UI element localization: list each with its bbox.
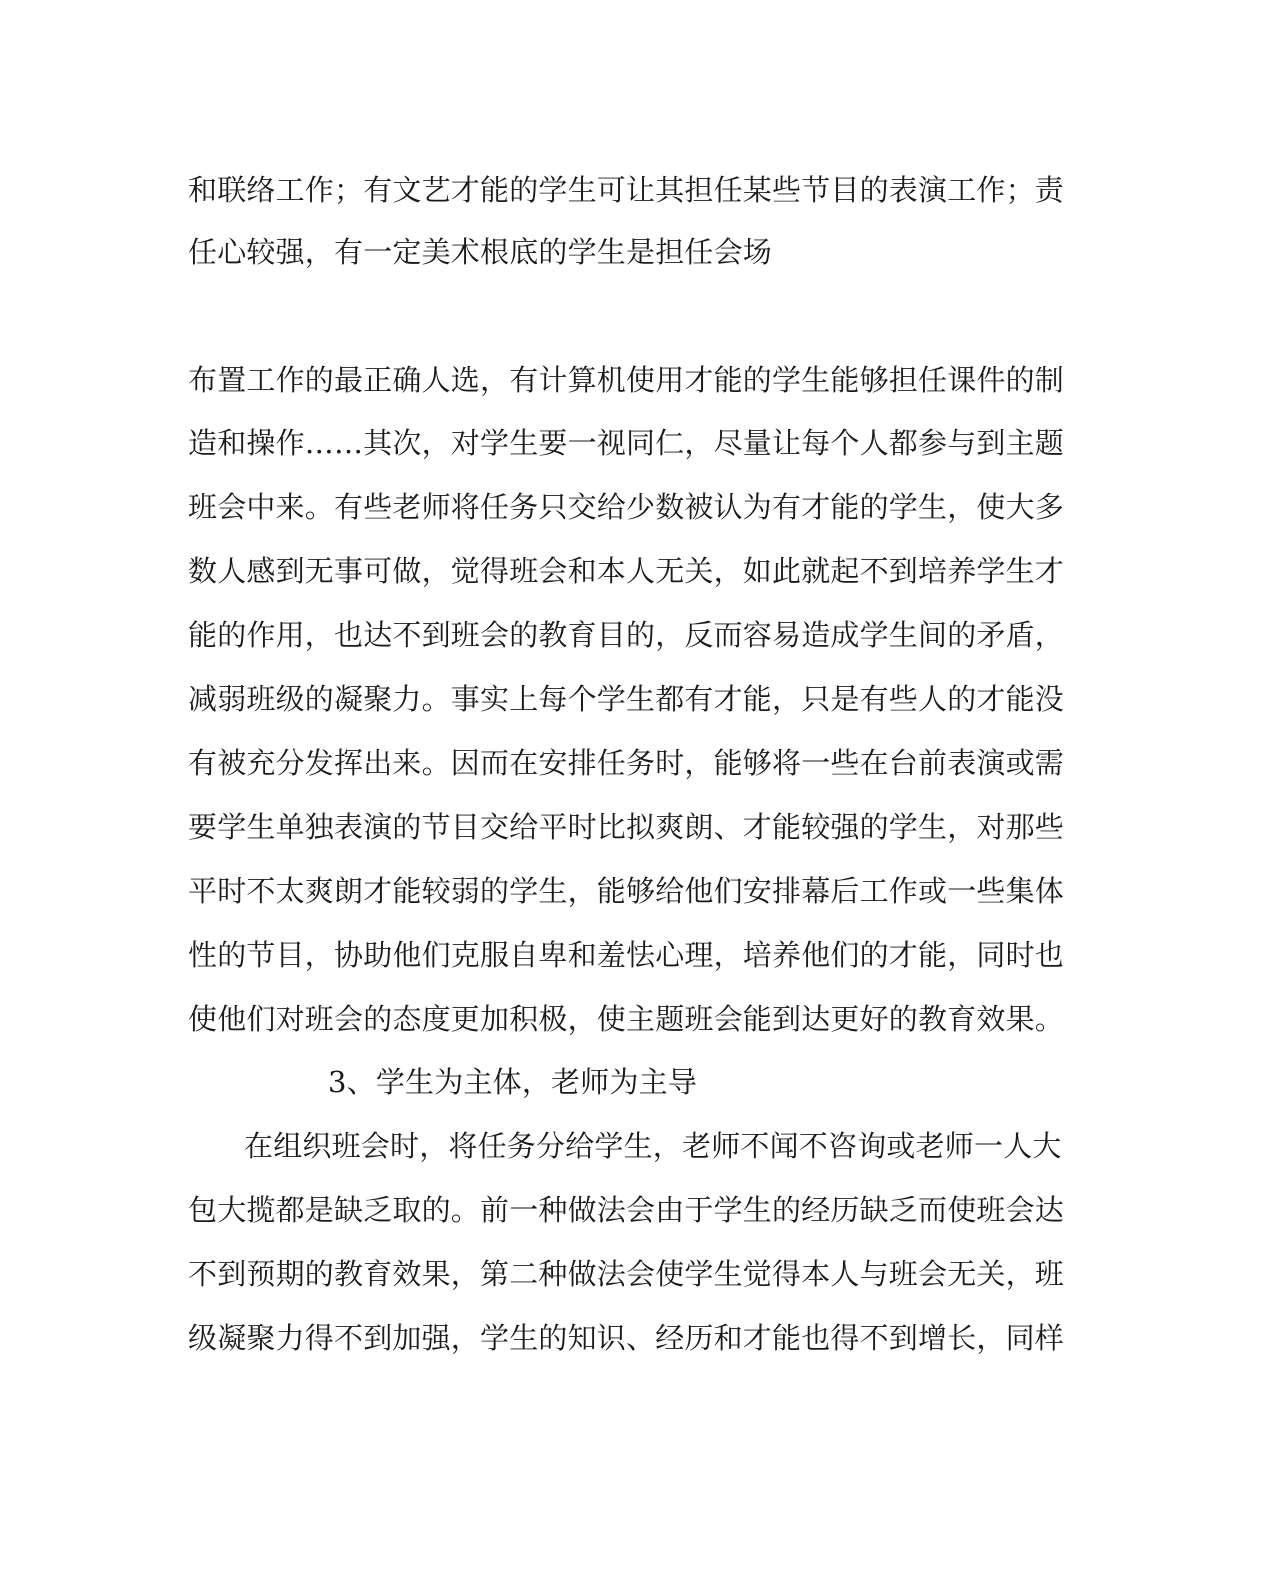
text-line: 有被充分发挥出来。因而在安排任务时，能够将一些在台前表演或需 [188, 746, 1065, 780]
text-line: 和联络工作；有文艺才能的学生可让其担任某些节目的表演工作；责 [188, 173, 1065, 207]
text-line: 能的作用，也达不到班会的教育目的，反而容易造成学生间的矛盾， [188, 618, 1065, 652]
text-line: 不到预期的教育效果，第二种做法会使学生觉得本人与班会无关，班 [188, 1257, 1065, 1291]
section-heading: 3、学生为主体，老师为主导 [328, 1065, 698, 1099]
text-line: 在组织班会时，将任务分给学生，老师不闻不咨询或老师一人大 [244, 1129, 1062, 1163]
text-line: 使他们对班会的态度更加积极，使主题班会能到达更好的教育效果。 [188, 1002, 1065, 1036]
text-line: 布置工作的最正确人选，有计算机使用才能的学生能够担任课件的制 [188, 363, 1065, 397]
text-line: 班会中来。有些老师将任务只交给少数被认为有才能的学生，使大多 [188, 490, 1065, 524]
text-line: 任心较强，有一定美术根底的学生是担任会场 [188, 235, 773, 269]
text-line: 要学生单独表演的节目交给平时比拟爽朗、才能较强的学生，对那些 [188, 810, 1065, 844]
text-line: 减弱班级的凝聚力。事实上每个学生都有才能，只是有些人的才能没 [188, 682, 1065, 716]
text-line: 级凝聚力得不到加强，学生的知识、经历和才能也得不到增长，同样 [188, 1321, 1065, 1355]
text-line: 性的节目，协助他们克服自卑和羞怯心理，培养他们的才能，同时也 [188, 938, 1065, 972]
text-line: 包大揽都是缺乏取的。前一种做法会由于学生的经历缺乏而使班会达 [188, 1193, 1065, 1227]
text-line: 造和操作……其次，对学生要一视同仁，尽量让每个人都参与到主题 [188, 426, 1065, 460]
text-line: 数人感到无事可做，觉得班会和本人无关，如此就起不到培养学生才 [188, 554, 1065, 588]
text-line: 平时不太爽朗才能较弱的学生，能够给他们安排幕后工作或一些集体 [188, 874, 1065, 908]
